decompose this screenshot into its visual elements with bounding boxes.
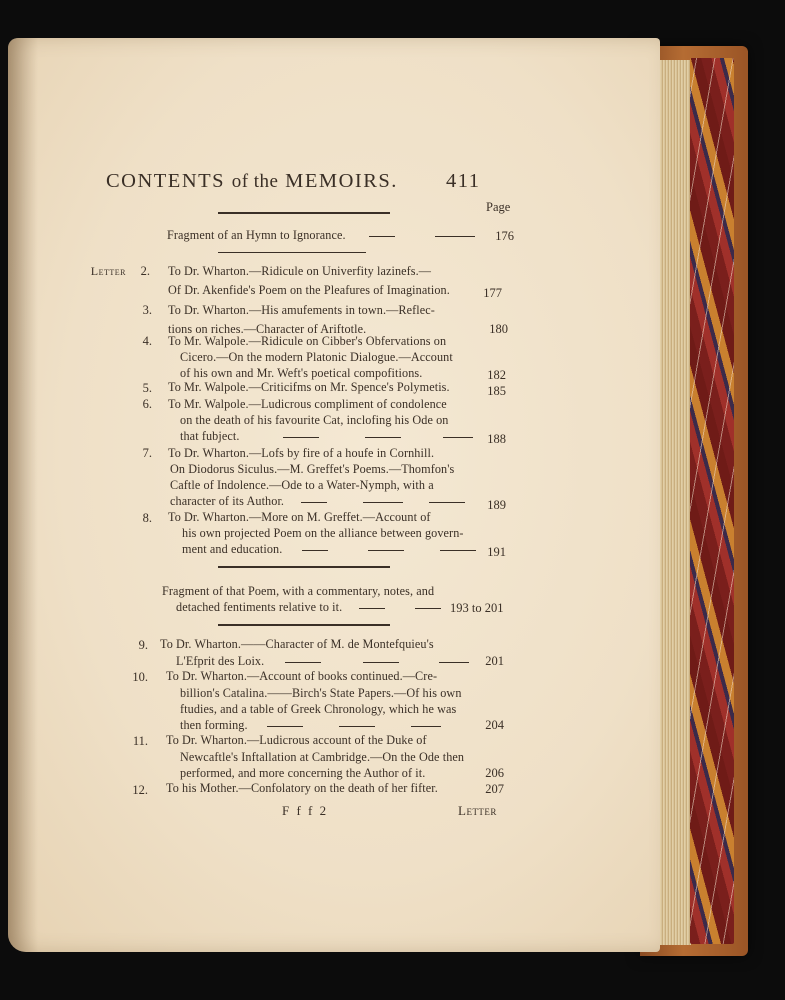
signature-mark: F f f 2 (282, 803, 329, 818)
entry-11-line-3: performed, and more concerning the Author of it. (180, 766, 426, 780)
entry-8-line-3 (182, 542, 482, 557)
entry-3-line-1: To Dr. Wharton.—His amufements in town.—Reflec- (168, 303, 435, 317)
entry-7-line-4-text: character of its Author. (170, 494, 285, 508)
entry-10-line-2: billion's Catalina.——Birch's State Papers.—Of his own (180, 686, 462, 700)
entry-5-number: 5. (142, 381, 152, 395)
fragment-hymn-page: 176 (495, 229, 514, 243)
entry-3-number: 3. (142, 303, 152, 317)
entry-10-line-3: ftudies, and a table of Greek Chronology, which he was (180, 702, 457, 716)
entry-2-line-2: Of Dr. Akenfide's Poem on the Pleafures of Imagination. (168, 283, 450, 297)
entry-4-number: 4. (142, 334, 152, 348)
entry-11-line-1: To Dr. Wharton.—Ludicrous account of the Duke of (166, 733, 427, 747)
entry-8-line-1: To Dr. Wharton.—More on M. Greffet.—Account of (168, 510, 431, 524)
entry-8-line-2: his own projected Poem on the alliance between govern- (182, 526, 464, 540)
entry-10-number: 10. (132, 670, 148, 684)
entry-6-page: 188 (487, 432, 506, 446)
page-title (106, 170, 398, 193)
entry-10-line-1: To Dr. Wharton.—Account of books continued.—Cre- (166, 669, 438, 683)
entry-11-page: 206 (485, 766, 504, 780)
letter-label: Letter (90, 264, 126, 278)
fragment-poem-line-1: Fragment of that Poem, with a commentary, notes, and (162, 584, 435, 598)
entry-7-number: 7. (142, 446, 152, 460)
entry-7-line-4 (170, 494, 471, 509)
entry-6-line-3 (180, 429, 479, 444)
entry-11-line-2: Newcaftle's Inftallation at Cambridge.—On the Ode then (180, 750, 465, 764)
rule-top (218, 212, 390, 214)
rule-lower (218, 624, 390, 626)
entry-7-line-3: Caftle of Indolence.—Ode to a Water-Nymph, with a (170, 478, 434, 492)
entry-12-page: 207 (485, 782, 504, 796)
gutter-shadow (8, 38, 38, 952)
entry-6-line-2: on the death of his favourite Cat, inclofing his Ode on (180, 413, 449, 427)
entry-10-line-4 (180, 718, 447, 733)
entry-2-page: 177 (483, 286, 502, 300)
fragment-poem-line-2 (176, 600, 447, 615)
rule-middle (218, 566, 390, 568)
entry-8-page: 191 (487, 545, 506, 559)
title-of-the: of the (231, 171, 279, 192)
page-number: 411 (446, 170, 481, 192)
page-edges (655, 60, 691, 945)
entry-8-number: 8. (142, 511, 152, 525)
entry-4-line-3: of his own and Mr. Weft's poetical compofitions. (180, 366, 423, 380)
entry-7-page: 189 (487, 498, 506, 512)
entry-6-number: 6. (142, 397, 152, 411)
entry-12-number: 12. (132, 783, 148, 797)
entry-9-line-1: To Dr. Wharton.——Character of M. de Montefquieu's (160, 637, 434, 651)
entry-9-line-2-text: L'Efprit des Loix. (176, 654, 265, 668)
entry-6-line-3-text: that fubject. (180, 429, 240, 443)
entry-2-line-1: To Dr. Wharton.—Ridicule on Univerfity lazinefs.— (168, 264, 432, 278)
entry-3-page: 180 (489, 322, 508, 336)
entry-12-line-1: To his Mother.—Confolatory on the death of her fifter. (166, 781, 438, 795)
fragment-poem-line-2-text: detached fentiments relative to it. (176, 600, 343, 614)
entry-6-line-1: To Mr. Walpole.—Ludicrous compliment of condolence (168, 397, 447, 411)
entry-10-page: 204 (485, 718, 504, 732)
entry-4-line-1: To Mr. Walpole.—Ridicule on Cibber's Obfervations on (168, 334, 447, 348)
fragment-hymn-text: Fragment of an Hymn to Ignorance. (167, 228, 346, 242)
entry-7-line-1: To Dr. Wharton.—Lofs by fire of a houfe in Cornhill. (168, 446, 435, 460)
marbled-endpaper (690, 58, 734, 944)
entry-10-line-4-text: then forming. (180, 718, 248, 732)
entry-11-number: 11. (132, 734, 148, 748)
page-column-label: Page (486, 200, 511, 214)
entry-2-number: 2. (140, 264, 150, 278)
fragment-poem-page: 193 to 201 (450, 601, 504, 615)
catchword: Letter (458, 803, 497, 818)
entry-5-line-1: To Mr. Walpole.—Criticifms on Mr. Spence's Polymetis. (168, 380, 450, 394)
title-memoirs: MEMOIRS. (285, 170, 398, 192)
entry-9-number: 9. (138, 638, 148, 652)
entry-9-line-2 (176, 654, 475, 669)
entry-5-page: 185 (487, 384, 506, 398)
entry-9-page: 201 (485, 654, 504, 668)
fragment-hymn-line (167, 228, 481, 243)
rule-hymn (218, 252, 366, 253)
entry-8-line-3-text: ment and education. (182, 542, 283, 556)
entry-7-line-2: On Diodorus Siculus.—M. Greffet's Poems.—Thomfon's (170, 462, 455, 476)
title-contents: CONTENTS (106, 170, 226, 192)
entry-4-line-2: Cicero.—On the modern Platonic Dialogue.—Account (180, 350, 453, 364)
entry-4-page: 182 (487, 368, 506, 382)
entry-3-line-2: tions on riches.—Character of Ariftotle. (168, 322, 367, 336)
